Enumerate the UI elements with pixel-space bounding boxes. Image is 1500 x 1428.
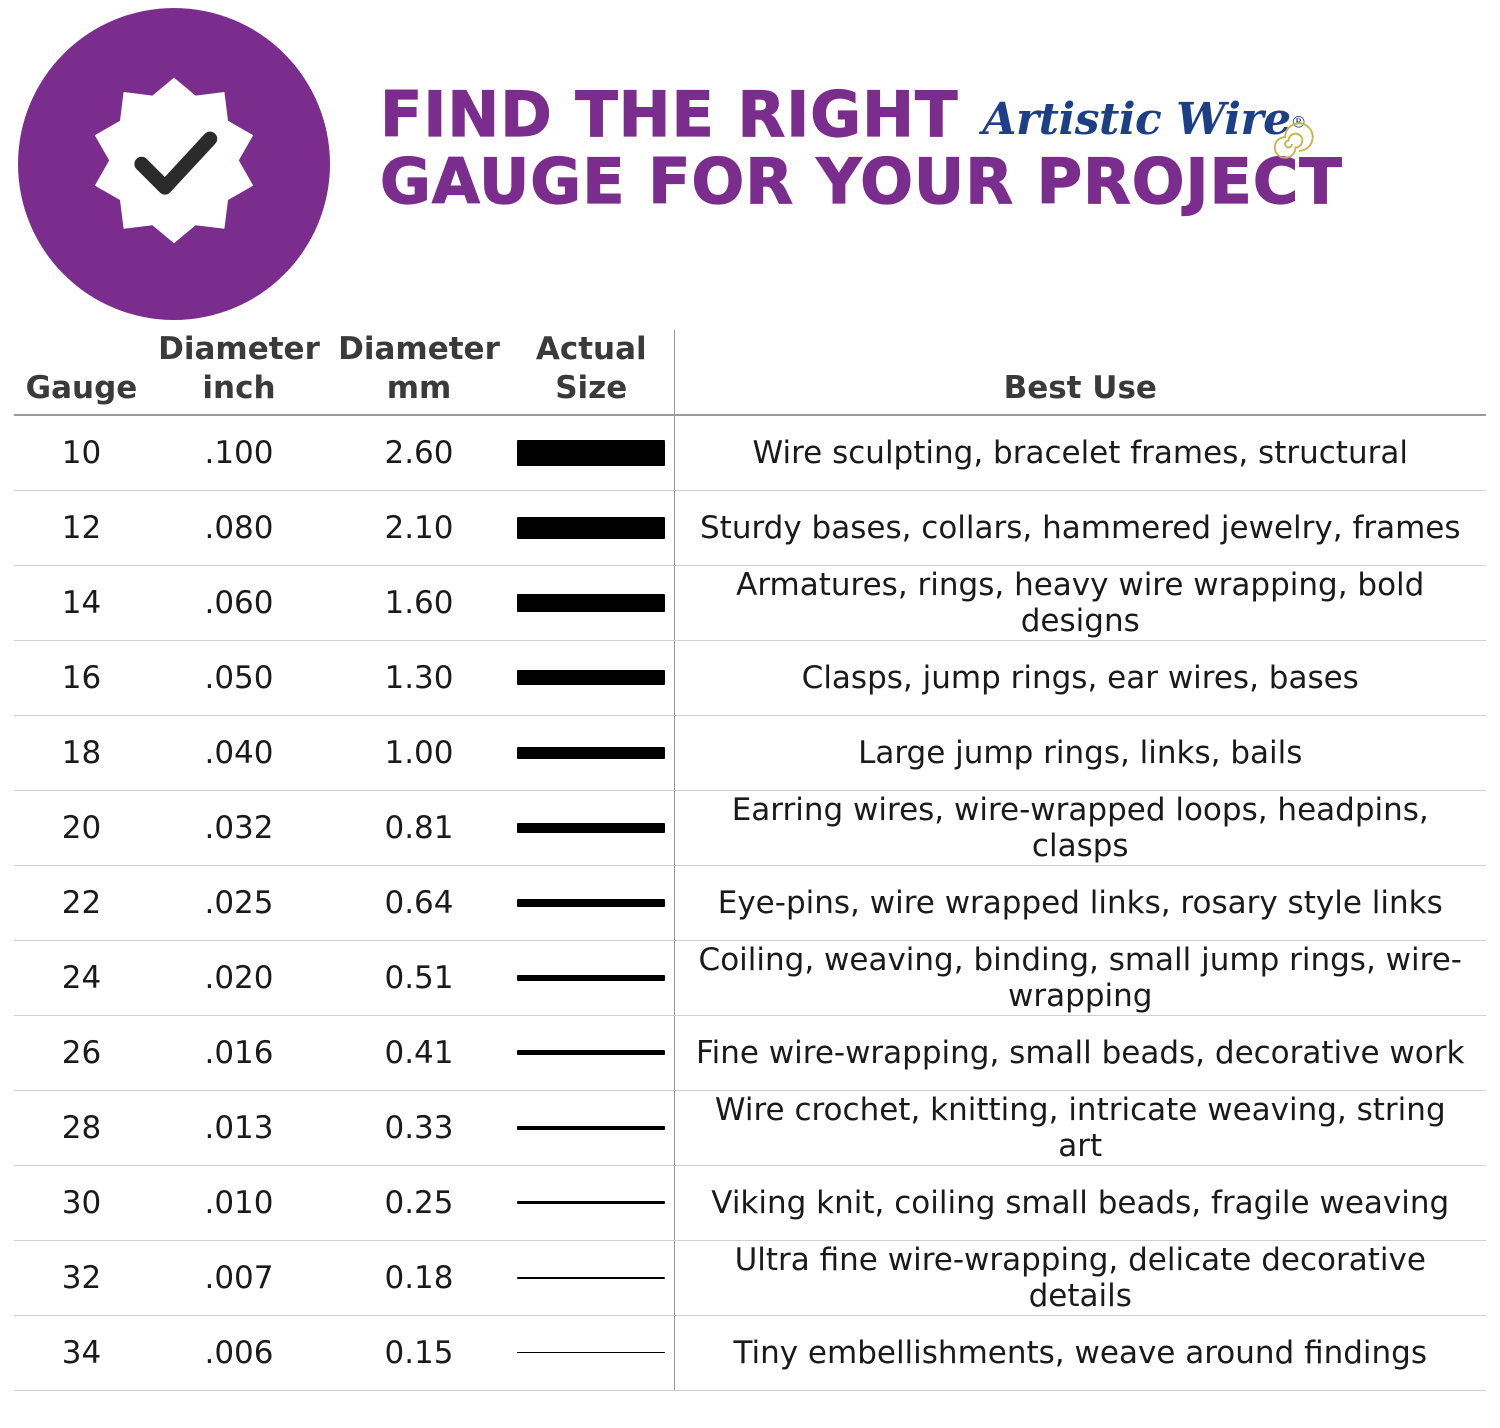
cell-diameter-mm: 0.64: [329, 865, 509, 940]
cell-best-use: Earring wires, wire-wrapped loops, headpins, clasps: [674, 790, 1486, 865]
actual-size-bar: [517, 1277, 665, 1279]
cell-gauge: 34: [14, 1315, 149, 1390]
cell-gauge: 20: [14, 790, 149, 865]
cell-actual-size: [509, 715, 674, 790]
cell-diameter-mm: 0.25: [329, 1165, 509, 1240]
page-title-line-2: GAUGE FOR YOUR PROJECT: [380, 144, 1343, 218]
cell-diameter-inch: .016: [149, 1015, 329, 1090]
cell-best-use: Wire sculpting, bracelet frames, structural: [674, 415, 1486, 491]
table-row: [14, 1315, 1486, 1390]
cell-gauge: 18: [14, 715, 149, 790]
table-body: [14, 415, 1486, 1391]
cell-diameter-mm: 1.30: [329, 640, 509, 715]
actual-size-bar: [517, 517, 665, 539]
cell-diameter-mm: 0.81: [329, 790, 509, 865]
column-header-gauge: Gauge: [14, 330, 149, 415]
cell-diameter-mm: 0.15: [329, 1315, 509, 1390]
cell-actual-size: [509, 640, 674, 715]
cell-best-use: Fine wire-wrapping, small beads, decorative work: [674, 1015, 1486, 1090]
cell-actual-size: [509, 1315, 674, 1390]
cell-actual-size: [509, 1015, 674, 1090]
brand-name: Artistic Wire: [982, 93, 1291, 145]
cell-gauge: 10: [14, 415, 149, 491]
table-row: [14, 1165, 1486, 1240]
cell-gauge: 24: [14, 940, 149, 1015]
table-header: [14, 330, 1486, 415]
cell-gauge: 12: [14, 490, 149, 565]
cell-gauge: 26: [14, 1015, 149, 1090]
cell-gauge: 28: [14, 1090, 149, 1165]
cell-diameter-inch: .006: [149, 1315, 329, 1390]
actual-size-bar: [517, 899, 665, 907]
cell-diameter-inch: .100: [149, 415, 329, 491]
cell-diameter-mm: 2.60: [329, 415, 509, 491]
table-row: [14, 1015, 1486, 1090]
cell-gauge: 14: [14, 565, 149, 640]
cell-diameter-inch: .010: [149, 1165, 329, 1240]
brand-logo: [982, 94, 1306, 145]
table-row: [14, 1240, 1486, 1315]
registered-mark-icon: ®: [1290, 112, 1307, 132]
cell-diameter-inch: .013: [149, 1090, 329, 1165]
title-block: [380, 78, 1480, 218]
actual-size-bar: [517, 1352, 665, 1354]
actual-size-bar: [517, 747, 665, 759]
table-row: [14, 415, 1486, 491]
cell-actual-size: [509, 1090, 674, 1165]
cell-actual-size: [509, 565, 674, 640]
starburst-check-icon: [84, 74, 264, 254]
cell-actual-size: [509, 1240, 674, 1315]
cell-diameter-inch: .007: [149, 1240, 329, 1315]
actual-size-bar: [517, 670, 665, 685]
check-badge-icon: [18, 8, 330, 320]
table-row: [14, 565, 1486, 640]
actual-size-bar: [517, 975, 665, 981]
cell-actual-size: [509, 790, 674, 865]
cell-best-use: Wire crochet, knitting, intricate weaving, string art: [674, 1090, 1486, 1165]
actual-size-bar: [517, 594, 665, 612]
cell-best-use: Sturdy bases, collars, hammered jewelry, frames: [674, 490, 1486, 565]
actual-size-bar: [517, 823, 665, 833]
cell-diameter-mm: 2.10: [329, 490, 509, 565]
cell-best-use: Ultra fine wire-wrapping, delicate decorative details: [674, 1240, 1486, 1315]
table-row: [14, 790, 1486, 865]
table-row: [14, 490, 1486, 565]
cell-best-use: Large jump rings, links, bails: [674, 715, 1486, 790]
actual-size-bar: [517, 440, 665, 466]
cell-actual-size: [509, 940, 674, 1015]
cell-best-use: Eye-pins, wire wrapped links, rosary style links: [674, 865, 1486, 940]
table-row: [14, 940, 1486, 1015]
cell-diameter-inch: .040: [149, 715, 329, 790]
actual-size-bar: [517, 1201, 665, 1204]
gauge-table: [14, 330, 1486, 1391]
table-row: [14, 640, 1486, 715]
spiral-icon: [1269, 121, 1315, 167]
cell-actual-size: [509, 1165, 674, 1240]
gauge-table-container: [0, 330, 1500, 1391]
cell-diameter-mm: 0.51: [329, 940, 509, 1015]
cell-best-use: Viking knit, coiling small beads, fragile weaving: [674, 1165, 1486, 1240]
cell-best-use: Armatures, rings, heavy wire wrapping, bold designs: [674, 565, 1486, 640]
cell-diameter-mm: 0.18: [329, 1240, 509, 1315]
actual-size-bar: [517, 1050, 665, 1055]
cell-diameter-inch: .020: [149, 940, 329, 1015]
table-row: [14, 865, 1486, 940]
cell-diameter-mm: 0.33: [329, 1090, 509, 1165]
column-header-diameter-inch: Diameter inch: [149, 330, 329, 415]
table-row: [14, 715, 1486, 790]
cell-gauge: 16: [14, 640, 149, 715]
cell-diameter-inch: .050: [149, 640, 329, 715]
cell-diameter-inch: .032: [149, 790, 329, 865]
column-header-diameter-mm: Diameter mm: [329, 330, 509, 415]
page-header: [0, 0, 1500, 330]
column-header-best-use: Best Use: [674, 330, 1486, 415]
cell-best-use: Tiny embellishments, weave around findings: [674, 1315, 1486, 1390]
table-row: [14, 1090, 1486, 1165]
cell-best-use: Coiling, weaving, binding, small jump rings, wire-wrapping: [674, 940, 1486, 1015]
cell-diameter-mm: 1.60: [329, 565, 509, 640]
page-title-line-1: FIND THE RIGHT: [380, 78, 959, 151]
cell-diameter-mm: 0.41: [329, 1015, 509, 1090]
column-header-actual-size: Actual Size: [509, 330, 674, 415]
cell-best-use: Clasps, jump rings, ear wires, bases: [674, 640, 1486, 715]
actual-size-bar: [517, 1126, 665, 1130]
cell-actual-size: [509, 865, 674, 940]
cell-gauge: 32: [14, 1240, 149, 1315]
cell-diameter-inch: .025: [149, 865, 329, 940]
cell-diameter-inch: .080: [149, 490, 329, 565]
cell-actual-size: [509, 490, 674, 565]
cell-diameter-inch: .060: [149, 565, 329, 640]
cell-diameter-mm: 1.00: [329, 715, 509, 790]
cell-gauge: 22: [14, 865, 149, 940]
cell-gauge: 30: [14, 1165, 149, 1240]
cell-actual-size: [509, 415, 674, 491]
